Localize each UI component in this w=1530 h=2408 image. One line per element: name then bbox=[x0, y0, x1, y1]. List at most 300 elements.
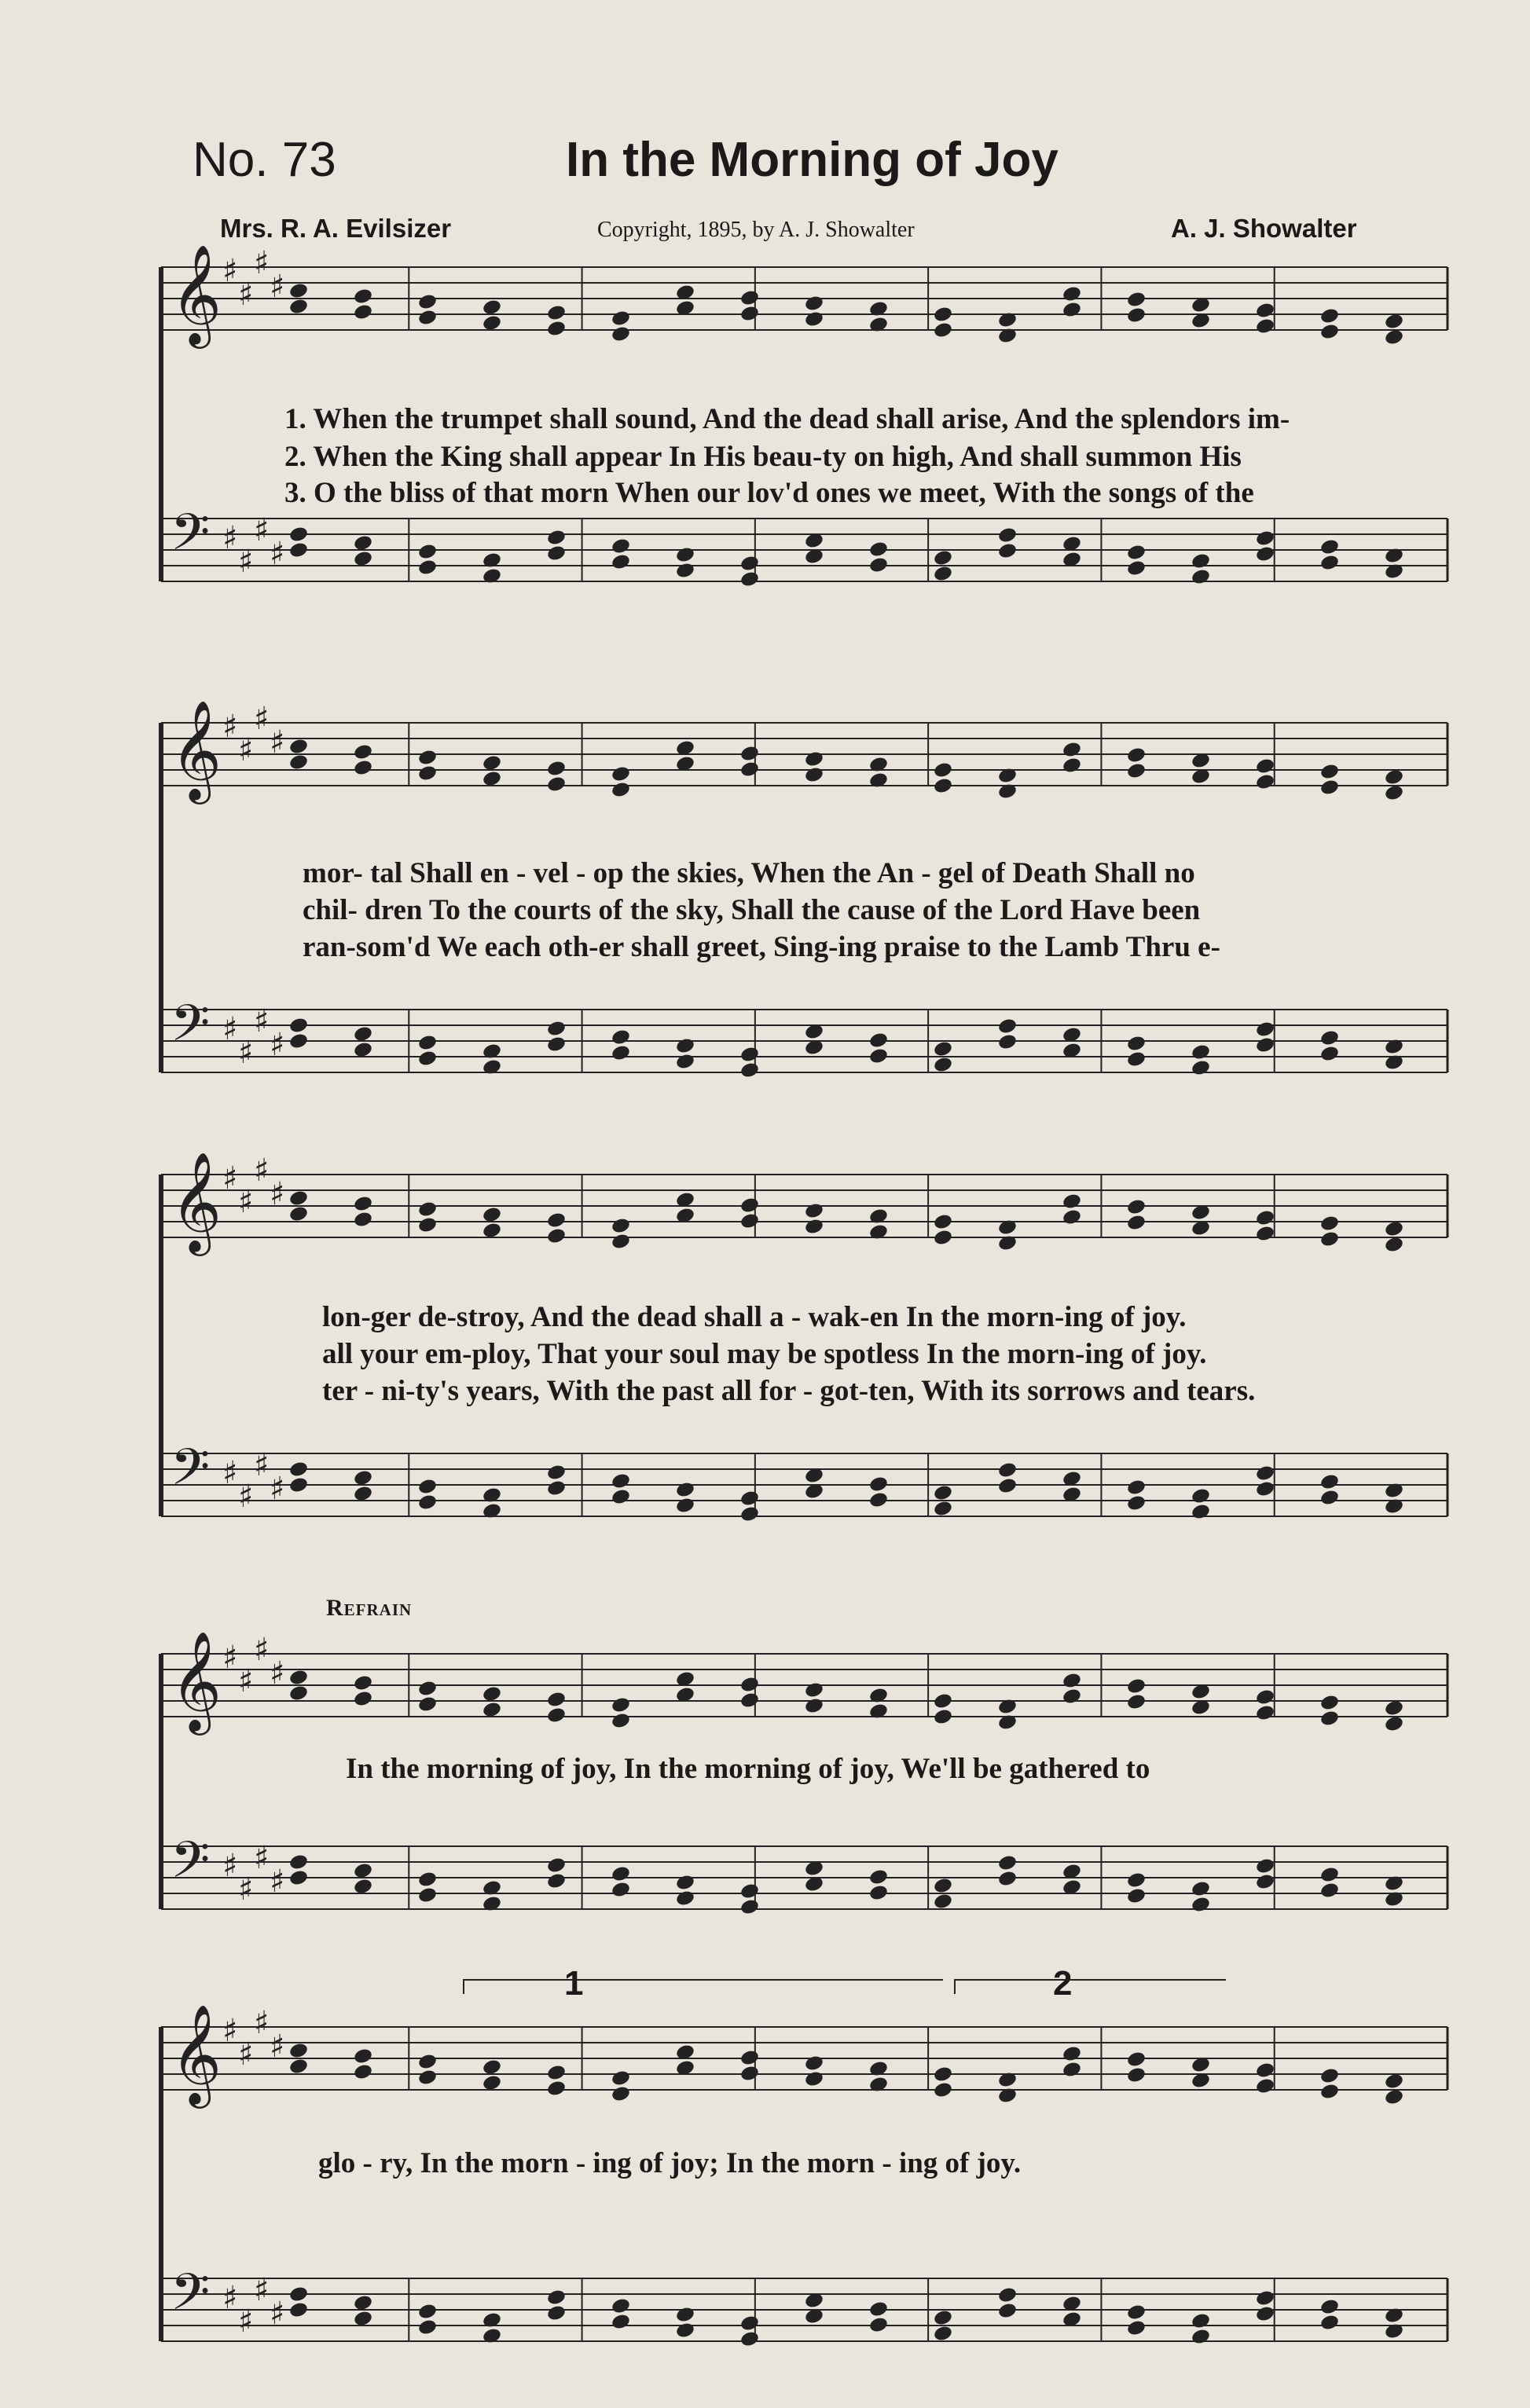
notehead bbox=[1062, 1193, 1082, 1211]
notehead bbox=[353, 1025, 373, 1043]
notehead bbox=[353, 303, 373, 321]
sharp-icon: ♯ bbox=[222, 253, 238, 289]
notehead bbox=[1319, 1230, 1340, 1248]
notehead bbox=[611, 781, 631, 799]
notehead bbox=[611, 1865, 631, 1883]
notehead bbox=[546, 760, 567, 778]
notehead bbox=[933, 321, 953, 339]
second-ending-bracket bbox=[955, 1980, 1226, 1994]
bass-clef-icon: 𝄢 bbox=[171, 995, 211, 1065]
notehead bbox=[1255, 2077, 1275, 2095]
notehead bbox=[353, 288, 373, 306]
notehead bbox=[675, 1497, 695, 1515]
sharp-icon: ♯ bbox=[254, 2272, 270, 2308]
notehead bbox=[288, 2301, 309, 2319]
notehead bbox=[1126, 1479, 1147, 1497]
notehead bbox=[739, 2330, 760, 2348]
notehead bbox=[868, 2300, 889, 2318]
notehead bbox=[1062, 1672, 1082, 1690]
notehead bbox=[933, 761, 953, 779]
notehead bbox=[611, 1233, 631, 1251]
first-ending-number: 1 bbox=[564, 1964, 584, 2003]
notehead bbox=[804, 766, 824, 784]
bass-clef-icon: 𝄢 bbox=[171, 1831, 211, 1902]
sharp-icon: ♯ bbox=[222, 1640, 238, 1676]
notehead bbox=[1062, 285, 1082, 303]
notehead bbox=[482, 1685, 502, 1703]
notehead bbox=[1126, 1035, 1147, 1053]
notehead bbox=[675, 1889, 695, 1908]
notehead bbox=[933, 1040, 953, 1058]
sharp-icon: ♯ bbox=[270, 2029, 285, 2065]
notehead bbox=[868, 1491, 889, 1509]
notehead bbox=[1384, 2088, 1404, 2106]
notehead bbox=[288, 753, 309, 772]
verse-2-line-1: 2. When the King shall appear In His beau-ty on high, And shall summon His bbox=[284, 441, 1242, 473]
notehead bbox=[1126, 762, 1147, 780]
notehead bbox=[546, 544, 567, 563]
notehead bbox=[1191, 1880, 1211, 1898]
notehead bbox=[1255, 757, 1275, 775]
notehead bbox=[417, 559, 438, 577]
notehead bbox=[482, 1222, 502, 1240]
notehead bbox=[739, 305, 760, 323]
notehead bbox=[1384, 1715, 1404, 1733]
notehead bbox=[1255, 1464, 1275, 1483]
notehead bbox=[868, 1475, 889, 1494]
notehead bbox=[353, 2310, 373, 2328]
sharp-icon: ♯ bbox=[270, 1176, 285, 1212]
notehead bbox=[611, 325, 631, 343]
sharp-icon: ♯ bbox=[238, 1184, 254, 1220]
bass-clef-icon: 𝄢 bbox=[171, 504, 211, 574]
notehead bbox=[417, 2318, 438, 2337]
notehead bbox=[804, 1681, 824, 1699]
treble-clef-icon: 𝄞 bbox=[171, 1630, 222, 1731]
notehead bbox=[1255, 317, 1275, 335]
sharp-icon: ♯ bbox=[270, 724, 285, 761]
notehead bbox=[1255, 2305, 1275, 2323]
notehead bbox=[675, 546, 695, 564]
notehead bbox=[997, 2286, 1018, 2304]
verse-1-line-1: 1. When the trumpet shall sound, And the dead shall arise, And the splendors im- bbox=[284, 403, 1290, 435]
notehead bbox=[1191, 568, 1211, 586]
notehead bbox=[933, 2081, 953, 2099]
notehead bbox=[1384, 313, 1404, 331]
notehead bbox=[417, 2303, 438, 2321]
notehead bbox=[933, 1692, 953, 1710]
notehead bbox=[997, 1461, 1018, 1479]
notehead bbox=[611, 1696, 631, 1714]
notehead bbox=[933, 565, 953, 583]
notehead bbox=[546, 1035, 567, 1054]
notehead bbox=[288, 1869, 309, 1887]
notehead bbox=[417, 764, 438, 783]
notehead bbox=[417, 543, 438, 561]
notehead bbox=[353, 550, 373, 568]
notehead bbox=[611, 1472, 631, 1490]
notehead bbox=[1191, 2312, 1211, 2330]
notehead bbox=[739, 2049, 760, 2067]
notehead bbox=[288, 1853, 309, 1871]
notehead bbox=[1319, 2083, 1340, 2101]
refrain-line-1: In the morning of joy, In the morning of joy, We'll be gathered to bbox=[346, 1753, 1150, 1785]
notehead bbox=[1319, 1694, 1340, 1712]
notehead bbox=[1255, 1688, 1275, 1706]
notehead bbox=[288, 1017, 309, 1035]
notehead bbox=[288, 541, 309, 559]
notehead bbox=[739, 1898, 760, 1916]
notehead bbox=[1384, 1236, 1404, 1254]
notehead bbox=[739, 1061, 760, 1079]
notehead bbox=[868, 1032, 889, 1050]
sharp-icon: ♯ bbox=[270, 1655, 285, 1691]
music-system-1 bbox=[0, 244, 1530, 636]
notehead bbox=[739, 1691, 760, 1710]
music-system-3 bbox=[0, 1143, 1530, 1560]
notehead bbox=[739, 2065, 760, 2083]
notehead bbox=[1062, 301, 1082, 319]
notehead bbox=[546, 1227, 567, 1245]
notehead bbox=[675, 1874, 695, 1892]
notehead bbox=[288, 2058, 309, 2076]
notehead bbox=[1319, 763, 1340, 781]
sharp-icon: ♯ bbox=[254, 245, 270, 281]
notehead bbox=[417, 1050, 438, 1068]
notehead bbox=[804, 1218, 824, 1236]
notehead bbox=[482, 1206, 502, 1224]
notehead bbox=[288, 2285, 309, 2304]
sharp-icon: ♯ bbox=[222, 1160, 238, 1197]
notehead bbox=[804, 2070, 824, 2088]
notehead bbox=[1126, 2319, 1147, 2337]
notehead bbox=[288, 2042, 309, 2060]
notehead bbox=[1255, 545, 1275, 563]
sharp-icon: ♯ bbox=[254, 701, 270, 737]
notehead bbox=[417, 2053, 438, 2071]
notehead bbox=[353, 1878, 373, 1896]
notehead bbox=[417, 309, 438, 327]
composer-credit: A. J. Showalter bbox=[1171, 214, 1357, 243]
notehead bbox=[739, 1505, 760, 1523]
notehead bbox=[1384, 1220, 1404, 1238]
notehead bbox=[611, 310, 631, 328]
notehead bbox=[739, 289, 760, 307]
notehead bbox=[739, 1882, 760, 1900]
notehead bbox=[804, 1697, 824, 1715]
notehead bbox=[417, 1886, 438, 1904]
treble-clef-icon: 𝄞 bbox=[171, 699, 222, 800]
notehead bbox=[933, 306, 953, 324]
notehead bbox=[675, 562, 695, 580]
notehead bbox=[417, 2069, 438, 2087]
sharp-icon: ♯ bbox=[254, 1003, 270, 1039]
notehead bbox=[417, 1200, 438, 1219]
sharp-icon: ♯ bbox=[238, 2036, 254, 2073]
sharp-icon: ♯ bbox=[254, 1840, 270, 1876]
notehead bbox=[1255, 1480, 1275, 1498]
notehead bbox=[288, 1461, 309, 1479]
notehead bbox=[417, 293, 438, 311]
notehead bbox=[1126, 1677, 1147, 1695]
notehead bbox=[739, 570, 760, 588]
notehead bbox=[739, 761, 760, 779]
notehead bbox=[739, 2315, 760, 2333]
notehead bbox=[482, 770, 502, 788]
notehead bbox=[997, 526, 1018, 544]
sharp-icon: ♯ bbox=[254, 2005, 270, 2041]
sharp-icon: ♯ bbox=[270, 1027, 285, 1063]
notehead bbox=[1126, 291, 1147, 309]
notehead bbox=[868, 2316, 889, 2334]
treble-clef-icon: 𝄞 bbox=[171, 1151, 222, 1252]
notehead bbox=[353, 1862, 373, 1880]
notehead bbox=[611, 537, 631, 555]
notehead bbox=[611, 1881, 631, 1899]
notehead bbox=[546, 304, 567, 322]
second-ending-number: 2 bbox=[1053, 1964, 1073, 2003]
verse-2-line-3: all your em-ploy, That your soul may be spotless In the morn-ing of joy. bbox=[322, 1338, 1207, 1370]
notehead bbox=[611, 2313, 631, 2331]
lyricist-credit: Mrs. R. A. Evilsizer bbox=[220, 214, 452, 243]
notehead bbox=[546, 1856, 567, 1875]
notehead bbox=[417, 1216, 438, 1234]
notehead bbox=[546, 320, 567, 338]
notehead bbox=[933, 1229, 953, 1247]
notehead bbox=[353, 743, 373, 761]
notehead bbox=[288, 1189, 309, 1208]
notehead bbox=[546, 2289, 567, 2307]
notehead bbox=[1062, 741, 1082, 759]
notehead bbox=[611, 2297, 631, 2315]
verse-1-line-2: mor- tal Shall en - vel - op the skies, When the An - gel of Death Shall no bbox=[303, 857, 1195, 889]
notehead bbox=[417, 1478, 438, 1496]
notehead bbox=[1062, 1208, 1082, 1226]
refrain-label: Refrain bbox=[326, 1595, 413, 1621]
notehead bbox=[482, 299, 502, 317]
verse-3-line-2: ran-som'd We each oth-er shall greet, Sing-ing praise to the Lamb Thru e- bbox=[303, 931, 1220, 963]
notehead bbox=[353, 2063, 373, 2081]
notehead bbox=[1191, 552, 1211, 570]
notehead bbox=[1255, 1021, 1275, 1039]
notehead bbox=[611, 1488, 631, 1506]
notehead bbox=[288, 282, 309, 300]
notehead bbox=[417, 749, 438, 767]
notehead bbox=[546, 1872, 567, 1890]
notehead bbox=[546, 2080, 567, 2098]
notehead bbox=[1255, 1873, 1275, 1891]
music-system-5 bbox=[0, 1964, 1530, 2341]
notehead bbox=[353, 534, 373, 552]
notehead bbox=[1319, 1882, 1340, 1900]
notehead bbox=[1191, 1043, 1211, 1061]
sharp-icon: ♯ bbox=[254, 1632, 270, 1668]
notehead bbox=[353, 1674, 373, 1692]
notehead bbox=[611, 1028, 631, 1046]
notehead bbox=[482, 314, 502, 332]
notehead bbox=[1319, 2314, 1340, 2332]
notehead bbox=[933, 1893, 953, 1911]
notehead bbox=[1126, 1198, 1147, 1216]
sharp-icon: ♯ bbox=[222, 1011, 238, 1047]
notehead bbox=[482, 2058, 502, 2076]
notehead bbox=[1191, 2328, 1211, 2346]
notehead bbox=[868, 1868, 889, 1886]
notehead bbox=[997, 1033, 1018, 1051]
notehead bbox=[482, 2074, 502, 2092]
hymn-number: No. 73 bbox=[193, 133, 336, 187]
notehead bbox=[1191, 1896, 1211, 1914]
notehead bbox=[1062, 2061, 1082, 2079]
sharp-icon: ♯ bbox=[238, 1479, 254, 1515]
notehead bbox=[288, 298, 309, 316]
notehead bbox=[1255, 773, 1275, 791]
notehead bbox=[417, 1871, 438, 1889]
notehead bbox=[546, 1464, 567, 1482]
notehead bbox=[1255, 1857, 1275, 1875]
verse-3-line-1: 3. O the bliss of that morn When our lov'd ones we meet, With the songs of the bbox=[284, 477, 1254, 509]
notehead bbox=[353, 2294, 373, 2312]
notehead bbox=[804, 310, 824, 328]
notehead bbox=[1319, 779, 1340, 797]
sharp-icon: ♯ bbox=[238, 544, 254, 580]
sharp-icon: ♯ bbox=[222, 1455, 238, 1491]
notehead bbox=[1191, 1487, 1211, 1505]
notehead bbox=[933, 1500, 953, 1518]
notehead bbox=[546, 1706, 567, 1724]
notehead bbox=[739, 1197, 760, 1215]
notehead bbox=[546, 2064, 567, 2082]
notehead bbox=[933, 2065, 953, 2084]
sharp-icon: ♯ bbox=[222, 709, 238, 745]
notehead bbox=[417, 1494, 438, 1512]
notehead bbox=[1319, 2067, 1340, 2085]
notehead bbox=[1319, 1710, 1340, 1728]
notehead bbox=[1319, 538, 1340, 556]
notehead bbox=[804, 2054, 824, 2073]
notehead bbox=[611, 1044, 631, 1062]
notehead bbox=[611, 1712, 631, 1730]
sharp-icon: ♯ bbox=[238, 1663, 254, 1699]
notehead bbox=[611, 553, 631, 571]
notehead bbox=[1384, 2073, 1404, 2091]
notehead bbox=[546, 1691, 567, 1709]
verse-1-line-3: lon-ger de-stroy, And the dead shall a - wak-en In the morn-ing of joy. bbox=[322, 1301, 1187, 1333]
notehead bbox=[1126, 1887, 1147, 1905]
notehead bbox=[353, 1485, 373, 1503]
notehead bbox=[933, 2309, 953, 2327]
notehead bbox=[933, 2325, 953, 2343]
verse-3-line-3: ter - ni-ty's years, With the past all for - got-ten, With its sorrows and tears. bbox=[322, 1375, 1256, 1407]
sharp-icon: ♯ bbox=[270, 1864, 285, 1900]
notehead bbox=[1319, 1215, 1340, 1233]
notehead bbox=[1126, 1494, 1147, 1512]
notehead bbox=[1319, 1489, 1340, 1507]
notehead bbox=[546, 775, 567, 794]
notehead bbox=[997, 1870, 1018, 1888]
sharp-icon: ♯ bbox=[222, 1848, 238, 1884]
notehead bbox=[1255, 2289, 1275, 2307]
notehead bbox=[611, 765, 631, 783]
notehead bbox=[1062, 2045, 1082, 2063]
notehead bbox=[739, 1212, 760, 1230]
notehead bbox=[1126, 1693, 1147, 1711]
notehead bbox=[353, 1211, 373, 1229]
notehead bbox=[546, 1020, 567, 1038]
notehead bbox=[804, 295, 824, 313]
notehead bbox=[997, 1477, 1018, 1495]
notehead bbox=[1319, 1045, 1340, 1063]
notehead bbox=[1062, 757, 1082, 775]
notehead bbox=[1191, 1503, 1211, 1521]
notehead bbox=[675, 2322, 695, 2340]
refrain-line-2: glo - ry, In the morn - ing of joy; In the morn - ing of joy. bbox=[318, 2147, 1022, 2179]
notehead bbox=[288, 1205, 309, 1223]
notehead bbox=[417, 1695, 438, 1713]
notehead bbox=[1319, 323, 1340, 341]
first-ending-bracket bbox=[464, 1980, 943, 1994]
notehead bbox=[1384, 1699, 1404, 1717]
sharp-icon: ♯ bbox=[238, 1871, 254, 1908]
notehead bbox=[1126, 544, 1147, 562]
notehead bbox=[739, 1046, 760, 1064]
notehead bbox=[1319, 1473, 1340, 1491]
notehead bbox=[1319, 2298, 1340, 2316]
notehead bbox=[933, 1484, 953, 1502]
notehead bbox=[353, 1041, 373, 1059]
sharp-icon: ♯ bbox=[270, 2296, 285, 2332]
music-system-4 bbox=[0, 1595, 1530, 1941]
notehead bbox=[868, 1047, 889, 1065]
sharp-icon: ♯ bbox=[270, 269, 285, 305]
notehead bbox=[868, 1884, 889, 1902]
sharp-icon: ♯ bbox=[222, 2013, 238, 2049]
notehead bbox=[288, 738, 309, 756]
notehead bbox=[933, 1056, 953, 1074]
notehead bbox=[868, 556, 889, 574]
notehead bbox=[482, 1701, 502, 1719]
music-system-2 bbox=[0, 691, 1530, 1100]
notehead bbox=[288, 1032, 309, 1050]
notehead bbox=[1255, 2062, 1275, 2080]
notehead bbox=[1255, 302, 1275, 320]
notehead bbox=[353, 1195, 373, 1213]
verse-2-line-2: chil- dren To the courts of the sky, Shall the cause of the Lord Have been bbox=[303, 894, 1201, 926]
notehead bbox=[739, 745, 760, 763]
notehead bbox=[675, 1037, 695, 1055]
notehead bbox=[1255, 1036, 1275, 1054]
notehead bbox=[1126, 2304, 1147, 2322]
notehead bbox=[1126, 746, 1147, 764]
notehead bbox=[997, 1854, 1018, 1872]
notehead bbox=[482, 754, 502, 772]
sharp-icon: ♯ bbox=[222, 2280, 238, 2316]
sharp-icon: ♯ bbox=[238, 1035, 254, 1071]
notehead bbox=[288, 1669, 309, 1687]
notehead bbox=[997, 1017, 1018, 1035]
notehead bbox=[804, 1202, 824, 1220]
notehead bbox=[1126, 306, 1147, 324]
notehead bbox=[546, 529, 567, 547]
notehead bbox=[1319, 554, 1340, 572]
notehead bbox=[546, 1211, 567, 1230]
notehead bbox=[933, 1213, 953, 1231]
notehead bbox=[288, 1476, 309, 1494]
notehead bbox=[1126, 1050, 1147, 1068]
treble-clef-icon: 𝄞 bbox=[171, 2003, 222, 2104]
notehead bbox=[675, 1053, 695, 1071]
notehead bbox=[933, 1877, 953, 1895]
